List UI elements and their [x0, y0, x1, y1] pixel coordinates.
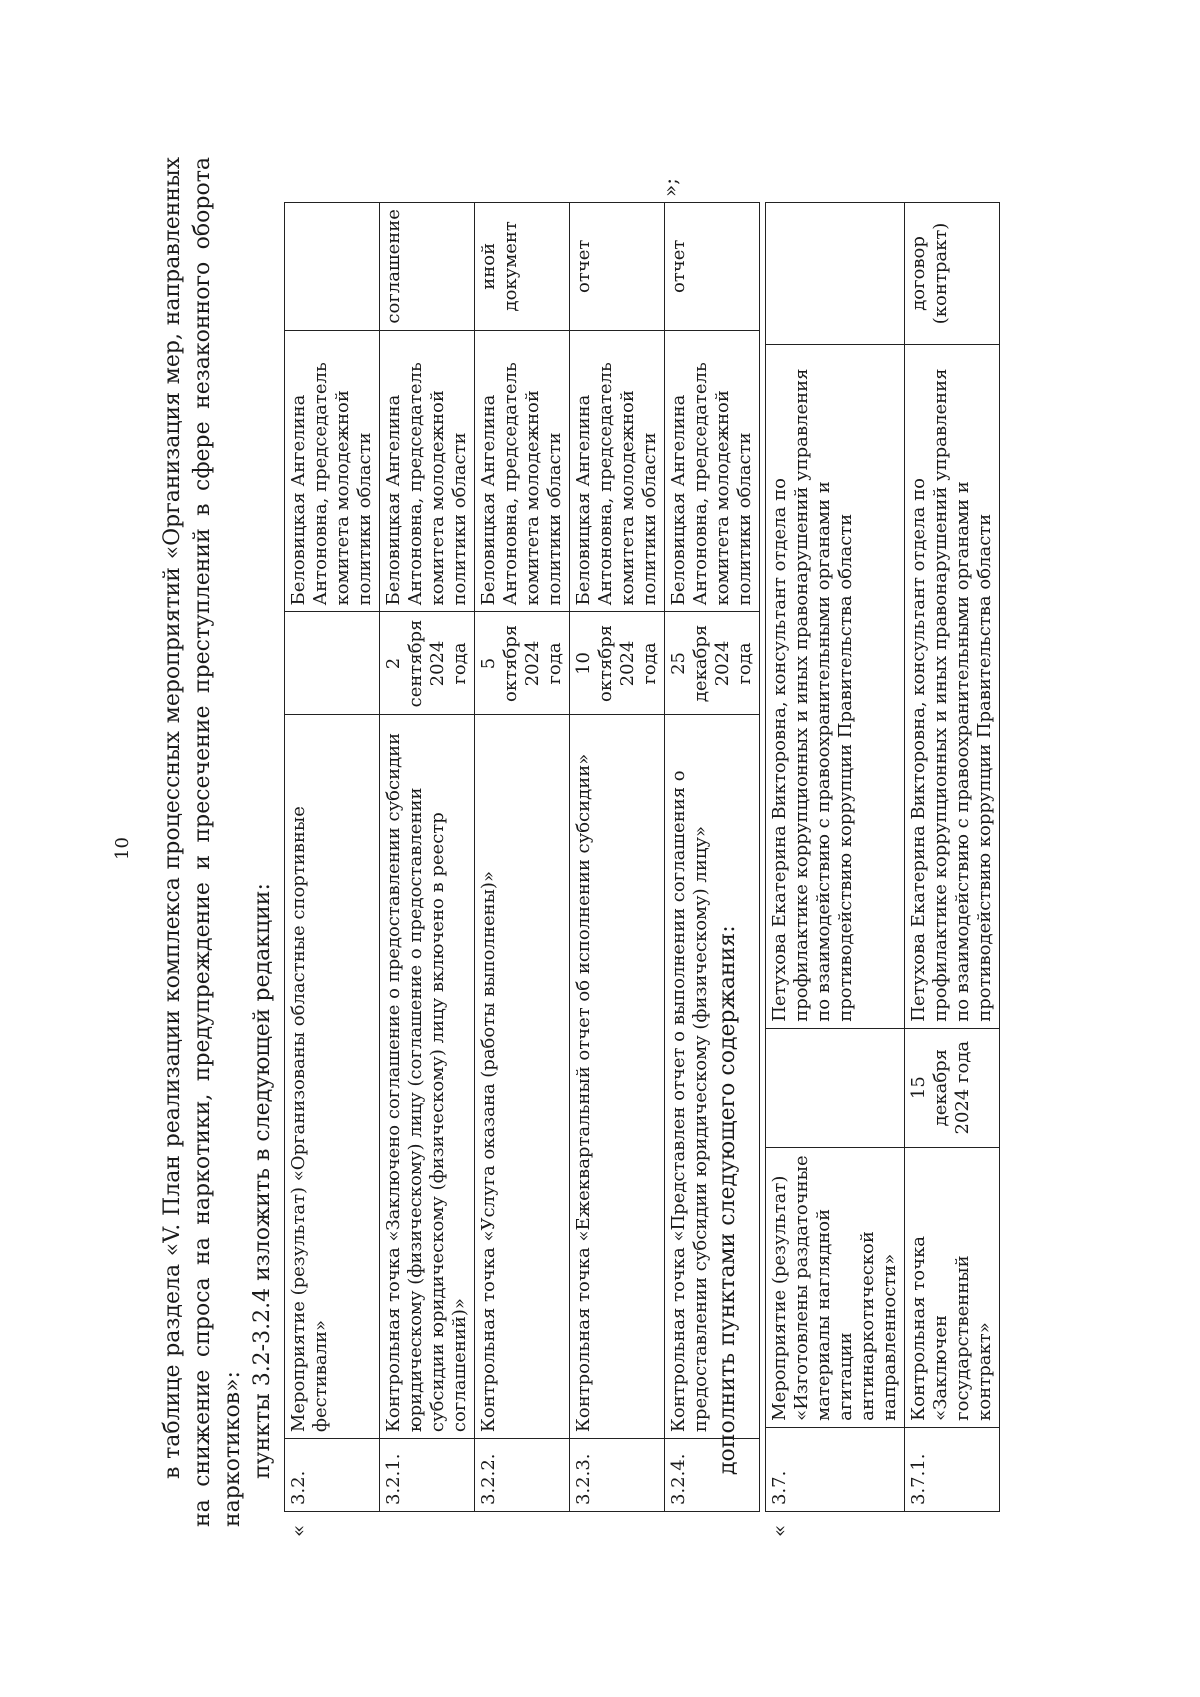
- row-date: 25 декабря 2024 года: [665, 612, 760, 715]
- row-date: 2 сентября 2024 года: [380, 612, 475, 715]
- row-number: 3.2.3.: [570, 1439, 665, 1512]
- intro-paragraph: в таблице раздела «V. План реализации комплекса процессных мероприятий «Организация мер, направленных на снижение спроса на наркотики, предупреждение и пресечение преступлений в сфере незаконного оборота наркотиков»:: [160, 157, 245, 1527]
- row-doc-type: отчет: [570, 203, 665, 331]
- row-date: 15 декабря 2024 года: [905, 1028, 1000, 1147]
- quote-open-1: «: [286, 1524, 310, 1537]
- row-number: 3.2.2.: [475, 1439, 570, 1512]
- mid-text: дополнить пунктами следующего содержания:: [715, 925, 740, 1475]
- row-doc-type: иной документ: [475, 203, 570, 331]
- row-text: Контрольная точка «Представлен отчет о выполнении соглашения о предоставлении субсидии юридическому (физическому) лицу»: [665, 715, 760, 1439]
- row-doc-type: соглашение: [380, 203, 475, 331]
- quote-open-2: «: [767, 1524, 791, 1537]
- row-responsible: Беловицкая Ангелина Антоновна, председатель комитета молодежной политики области: [665, 330, 760, 612]
- table-row: [475, 203, 570, 1512]
- table-row: [380, 203, 475, 1512]
- row-date: 5 октября 2024 года: [475, 612, 570, 715]
- page-number: 10: [112, 837, 133, 860]
- row-date: 10 октября 2024 года: [570, 612, 665, 715]
- row-responsible: Беловицкая Ангелина Антоновна, председатель комитета молодежной политики области: [475, 330, 570, 612]
- row-number: 3.2.: [285, 1439, 380, 1512]
- row-doc-type: [766, 203, 905, 345]
- row-number: 3.2.1.: [380, 1439, 475, 1512]
- row-doc-type: [285, 203, 380, 331]
- intro-line: пункты 3.2-3.2.4 изложить в следующей редакции:: [250, 883, 275, 1479]
- table-items-3-7: [765, 202, 1000, 1512]
- row-doc-type: отчет: [665, 203, 760, 331]
- row-number: 3.2.4.: [665, 1439, 760, 1512]
- row-number: 3.7.: [766, 1427, 905, 1511]
- table-row: [285, 203, 380, 1512]
- row-text: Контрольная точка «Ежеквартальный отчет об исполнении субсидии»: [570, 715, 665, 1439]
- table-row: [766, 203, 905, 1512]
- row-responsible: Беловицкая Ангелина Антоновна, председатель комитета молодежной политики области: [285, 330, 380, 612]
- intro-text: [158, 157, 278, 1527]
- quote-close-1: »;: [658, 178, 682, 197]
- row-text: Контрольная точка «Заключено соглашение о предоставлении субсидии юридическому (физическому) лицу (соглашение о предоставлении субсидии юридическому (физическому) лицу включено в реестр соглашений)»: [380, 715, 475, 1439]
- row-responsible: Беловицкая Ангелина Антоновна, председатель комитета молодежной политики области: [380, 330, 475, 612]
- row-responsible: Петухова Екатерина Викторовна, консультант отдела по профилактике коррупционных и иных правонарушений управления по взаимодействию с правоохранительными органами и противодействию коррупции Правительства области: [905, 344, 1000, 1028]
- row-date: [766, 1028, 905, 1147]
- table-row: [905, 203, 1000, 1512]
- row-responsible: Петухова Екатерина Викторовна, консультант отдела по профилактике коррупционных и иных правонарушений управления по взаимодействию с правоохранительными органами и противодействию коррупции Правительства области: [766, 344, 905, 1028]
- table-row: [570, 203, 665, 1512]
- row-text: Мероприятие (результат) «Изготовлены раздаточные материалы наглядной агитации антинаркотической направленности»: [766, 1147, 905, 1427]
- table-row: [665, 203, 760, 1512]
- row-text: Мероприятие (результат) «Организованы областные спортивные фестивали»: [285, 715, 380, 1439]
- row-responsible: Беловицкая Ангелина Антоновна, председатель комитета молодежной политики области: [570, 330, 665, 612]
- row-doc-type: договор (контракт): [905, 203, 1000, 345]
- row-number: 3.7.1.: [905, 1427, 1000, 1511]
- table-items-3-2: [284, 202, 760, 1512]
- row-text: Контрольная точка «Заключен государственный контракт»: [905, 1147, 1000, 1427]
- row-text: Контрольная точка «Услуга оказана (работы выполнены)»: [475, 715, 570, 1439]
- row-date: [285, 612, 380, 715]
